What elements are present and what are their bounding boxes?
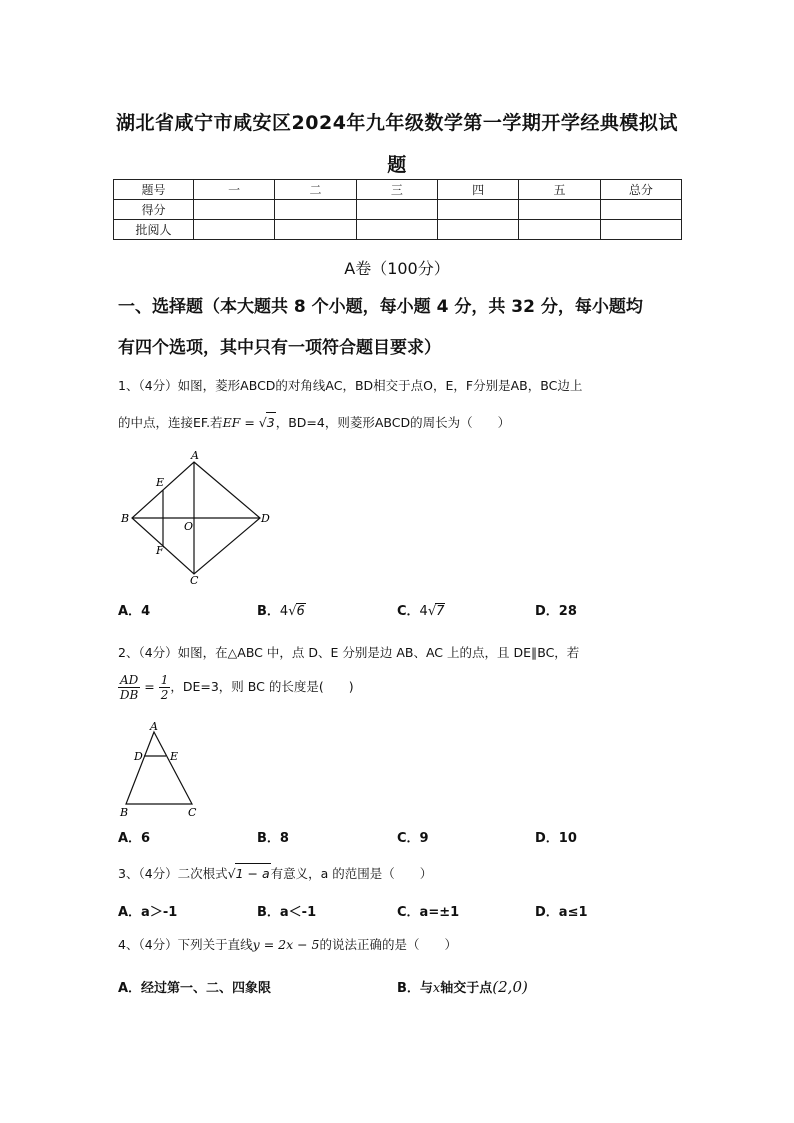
label-e: E [170, 750, 179, 763]
option-text: 轴交于点 [440, 981, 493, 996]
score-cell[interactable] [519, 220, 600, 240]
option-text: B．与 [397, 981, 433, 996]
q2-fraction-half [159, 673, 171, 702]
label-f: F [156, 544, 164, 557]
score-table-header-cell: 总分 [600, 180, 681, 200]
label-d: D [134, 750, 143, 763]
score-table-row [114, 200, 682, 220]
score-cell[interactable] [600, 220, 681, 240]
q3-post: 有意义，a 的范围是（ ） [270, 866, 433, 881]
label-c: C [188, 806, 197, 818]
score-table-row-label: 批阅人 [114, 220, 194, 240]
q3-pre: 3、（4分）二次根式 [118, 866, 228, 881]
document-title-line1: 湖北省咸宁市咸安区2024年九年级数学第一学期开学经典模拟试 [116, 112, 678, 134]
score-table-header-cell: 五 [519, 180, 600, 200]
score-cell[interactable] [275, 200, 356, 220]
score-table-header-row [114, 180, 682, 200]
label-a: A [191, 450, 199, 462]
score-cell[interactable] [356, 220, 437, 240]
option-value: 4 [141, 604, 151, 619]
q2-option-d[interactable]: D．10 [535, 831, 577, 846]
q1-radicand: 3 [266, 412, 276, 433]
option-value: 28 [558, 604, 577, 619]
option-label: C． [397, 604, 420, 619]
score-cell[interactable] [519, 200, 600, 220]
q4-option-a[interactable]: A．经过第一、二、四象限 [118, 981, 272, 996]
q2-line2-post: ，DE=3，则 BC 的长度是( ) [170, 679, 354, 694]
sqrt-icon: √ [427, 604, 437, 619]
q1-option-d[interactable] [535, 600, 577, 619]
option-coef: 4 [419, 604, 428, 619]
q4-expression: y = 2x − 5 [252, 937, 320, 952]
fraction-denominator: DB [119, 688, 139, 702]
section1-heading-line1: 一、选择题（本大题共 8 个小题，每小题 4 分，共 32 分，每小题均 [118, 297, 643, 317]
sqrt-icon: √ [227, 866, 236, 881]
section-a-heading: A卷（100分） [344, 259, 450, 278]
score-cell[interactable] [600, 200, 681, 220]
label-e: E [156, 476, 165, 489]
score-cell[interactable] [437, 220, 518, 240]
label-a: A [150, 720, 158, 733]
q1-line1: 1、（4分）如图，菱形ABCD的对角线AC，BD相交于点O，E，F分别是AB，BC边上 [118, 378, 583, 393]
score-table-row-label: 得分 [114, 200, 194, 220]
score-table-row [114, 220, 682, 240]
score-table-header-cell: 四 [437, 180, 518, 200]
q4-option-b[interactable] [397, 977, 528, 996]
score-cell[interactable] [356, 200, 437, 220]
label-o: O [184, 520, 194, 533]
rhombus-diagram [118, 450, 278, 585]
option-label: A． [118, 604, 142, 619]
q3-stem [118, 863, 678, 884]
option-radicand: 6 [296, 604, 305, 619]
label-b: B [120, 806, 129, 818]
q1-option-a[interactable] [118, 600, 150, 619]
q2-option-b[interactable]: B．8 [257, 831, 289, 846]
q2-fraction-ad-db [118, 673, 140, 702]
option-point: (2,0) [492, 978, 528, 996]
q2-option-c[interactable]: C．9 [397, 831, 429, 846]
q3-option-b[interactable]: B．a＜-1 [257, 905, 317, 920]
score-cell[interactable] [437, 200, 518, 220]
q1-line2-pre: 的中点，连接EF.若 [118, 415, 223, 430]
q3-option-a[interactable]: A．a＞-1 [118, 905, 178, 920]
sqrt-icon: √ [288, 604, 297, 619]
label-d: D [261, 512, 270, 525]
triangle-diagram [118, 720, 208, 818]
sqrt-icon: √ [258, 415, 267, 430]
label-b: B [121, 512, 130, 525]
option-coef: 4 [279, 604, 289, 619]
score-table-header-cell: 二 [275, 180, 356, 200]
q3-option-c[interactable]: C．a=±1 [397, 905, 460, 920]
option-radicand: 7 [436, 604, 445, 619]
document-title-line2: 题 [387, 154, 407, 176]
q2-eq: = [140, 679, 159, 694]
score-cell[interactable] [194, 220, 275, 240]
q3-radicand: 1 − a [235, 863, 271, 884]
q1-ef: EF [222, 415, 241, 430]
fraction-numerator: 1 [160, 673, 169, 687]
option-label: D． [535, 604, 559, 619]
q2-option-a[interactable]: A．6 [118, 831, 151, 846]
score-cell[interactable] [194, 200, 275, 220]
score-cell[interactable] [275, 220, 356, 240]
q1-eq: = [240, 415, 259, 430]
q1-line2-post: ，BD=4，则菱形ABCD的周长为（ ） [275, 415, 511, 430]
option-var: x [432, 981, 441, 996]
score-table-header-cell: 一 [194, 180, 275, 200]
q4-post: 的说法正确的是（ ） [319, 937, 458, 952]
score-table-header-cell: 三 [356, 180, 437, 200]
fraction-numerator: AD [120, 673, 139, 687]
q2-line1: 2、（4分）如图，在△ABC 中，点 D、E 分别是边 AB、AC 上的点，且 DE∥BC，若 [118, 645, 580, 660]
score-table-header-cell: 题号 [114, 180, 194, 200]
fraction-denominator: 2 [160, 688, 169, 702]
q3-option-d[interactable]: D．a≤1 [535, 905, 588, 920]
score-table [113, 179, 682, 240]
q1-line2 [118, 412, 678, 433]
q4-pre: 4、（4分）下列关于直线 [118, 937, 253, 952]
section1-heading-line2: 有四个选项，其中只有一项符合题目要求） [118, 338, 441, 358]
label-c: C [190, 574, 199, 585]
q4-stem [118, 935, 678, 955]
q2-line2 [118, 672, 678, 702]
q1-option-b[interactable] [257, 600, 306, 619]
triangle-shape [126, 732, 192, 804]
option-label: B． [257, 604, 280, 619]
q1-option-c[interactable] [397, 600, 445, 619]
